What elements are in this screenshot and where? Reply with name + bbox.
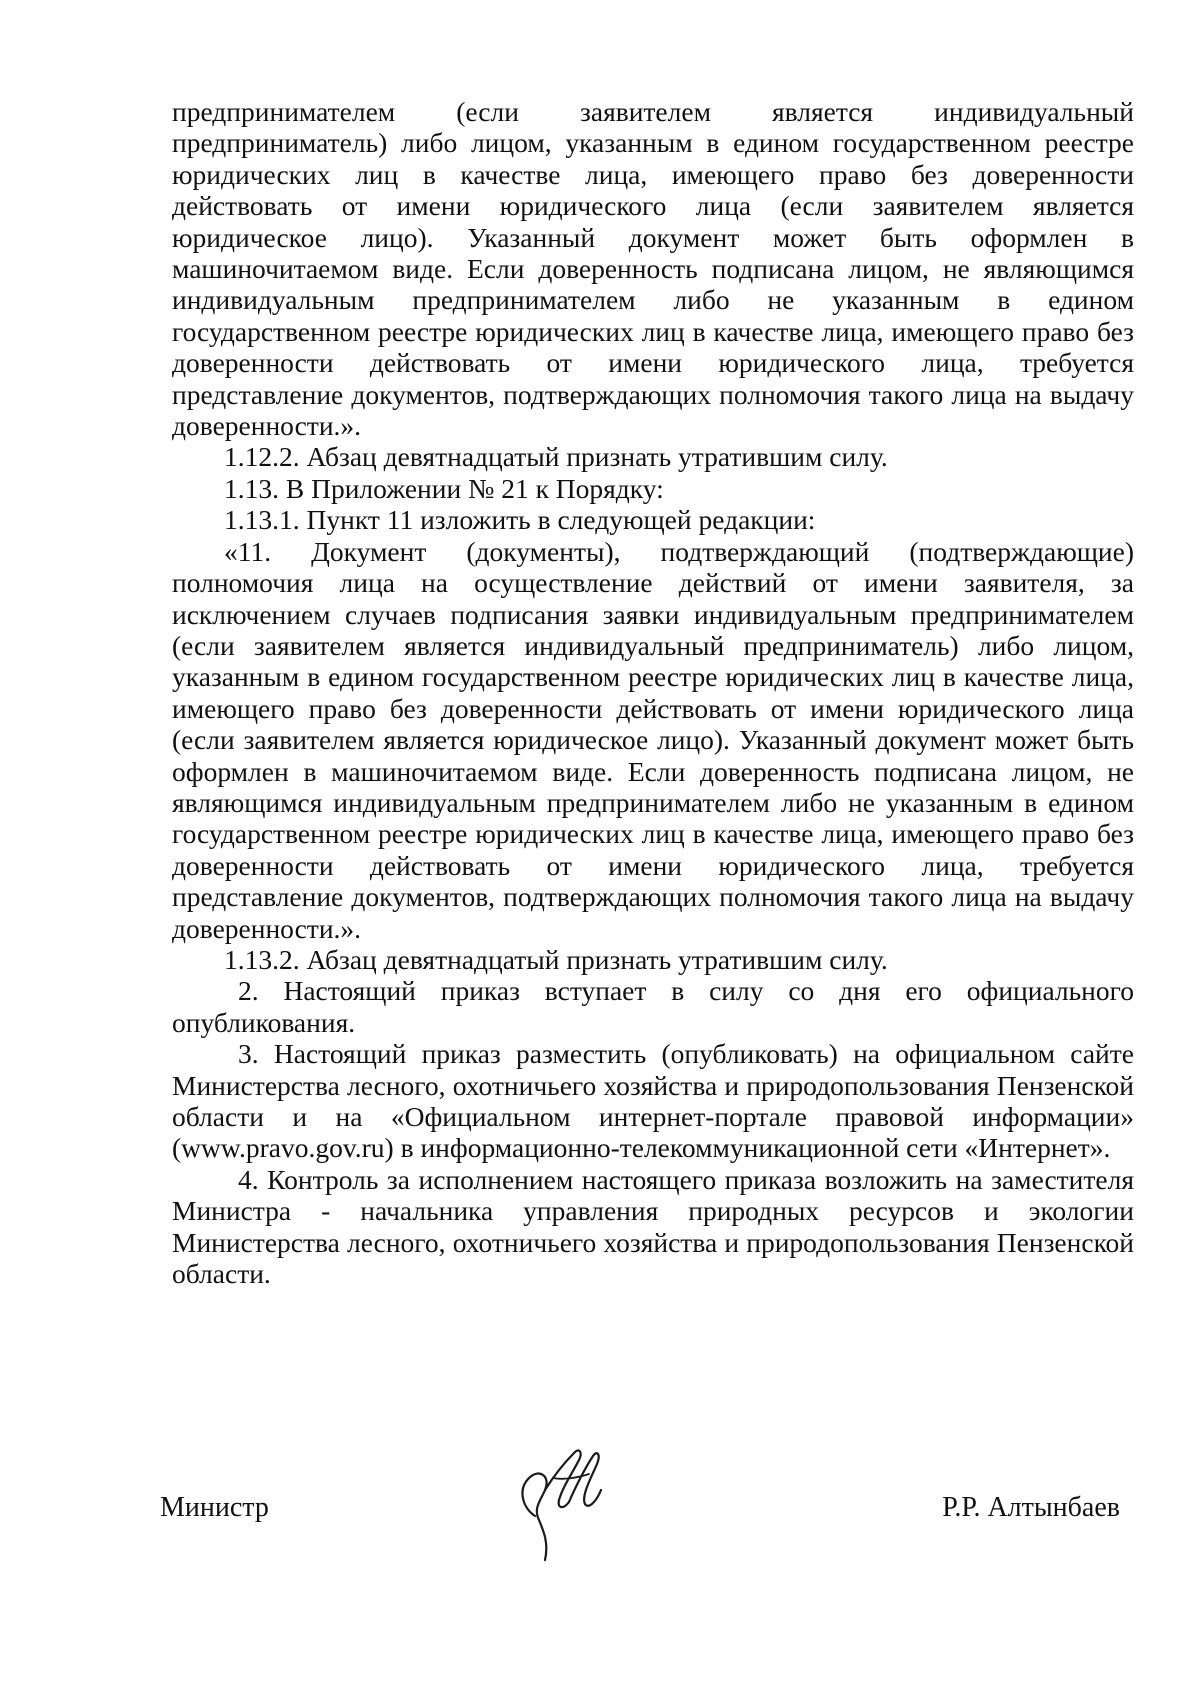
signature-block (160, 1468, 1120, 1598)
paragraph-1-13: 1.13. В Приложении № 21 к Порядку: (224, 472, 664, 504)
handwritten-signature-icon (505, 1438, 615, 1568)
paragraph-1-13-2: 1.13.2. Абзац девятнадцатый признать утратившим силу. (224, 943, 888, 975)
paragraph-continuation: предпринимателем (если заявителем является индивидуальный предприниматель) либо лицом, указанным в едином государственном реестре юридических лиц в качестве лица, имеющего право без доверенности действовать от имени юридического лица (если заявителем является юридическое лицо). Указанный документ может быть оформлен в машиночитаемом виде. Если доверенность подписана лицом, не являющимся индивидуальным предпринимателем либо не указанным в едином государственном реестре юридических лиц в качестве лица, имеющего право без доверенности действовать от имени юридического лица, требуется представление документов, подтверждающих полномочия такого лица на выдачу доверенности.». (172, 96, 1134, 442)
paragraph-1-13-1: 1.13.1. Пункт 11 изложить в следующей редакции: (224, 504, 816, 536)
paragraph-1-12-2: 1.12.2. Абзац девятнадцатый признать утратившим силу. (224, 441, 888, 473)
paragraph-item-11: «11. Документ (документы), подтверждающий (подтверждающие) полномочия лица на осуществление действий от имени заявителя, за исключением случаев подписания заявки индивидуальным предпринимателем (если заявителем является индивидуальный предприниматель) либо лицом, указанным в едином государственном реестре юридических лиц в качестве лица, имеющего право без доверенности действовать от имени юридического лица (если заявителем является юридическое лицо). Указанный документ может быть оформлен в машиночитаемом виде. Если доверенность подписана лицом, не являющимся индивидуальным предпринимателем либо не указанным в едином государственном реестре юридических лиц в качестве лица, имеющего право без доверенности действовать от имени юридического лица, требуется представление документов, подтверждающих полномочия такого лица на выдачу доверенности.». (172, 535, 1134, 944)
signatory-name: Р.Р. Алтынбаев (942, 1492, 1120, 1523)
paragraph-2: 2. Настоящий приказ вступает в силу со дня его официального опубликования. (172, 975, 1134, 1038)
paragraph-3: 3. Настоящий приказ разместить (опубликовать) на официальном сайте Министерства лесного, охотничьего хозяйства и природопользования Пензенской области и на «Официальном интернет-портале правовой информации» (www.pravo.gov.ru) в информационно-телекоммуникационной сети «Интернет». (172, 1038, 1134, 1164)
document-body (172, 96, 1134, 1289)
signatory-title: Министр (160, 1492, 269, 1523)
paragraph-4: 4. Контроль за исполнением настоящего приказа возложить на заместителя Министра - начальника управления природных ресурсов и экологии Министерства лесного, охотничьего хозяйства и природопользования Пензенской области. (172, 1163, 1134, 1290)
